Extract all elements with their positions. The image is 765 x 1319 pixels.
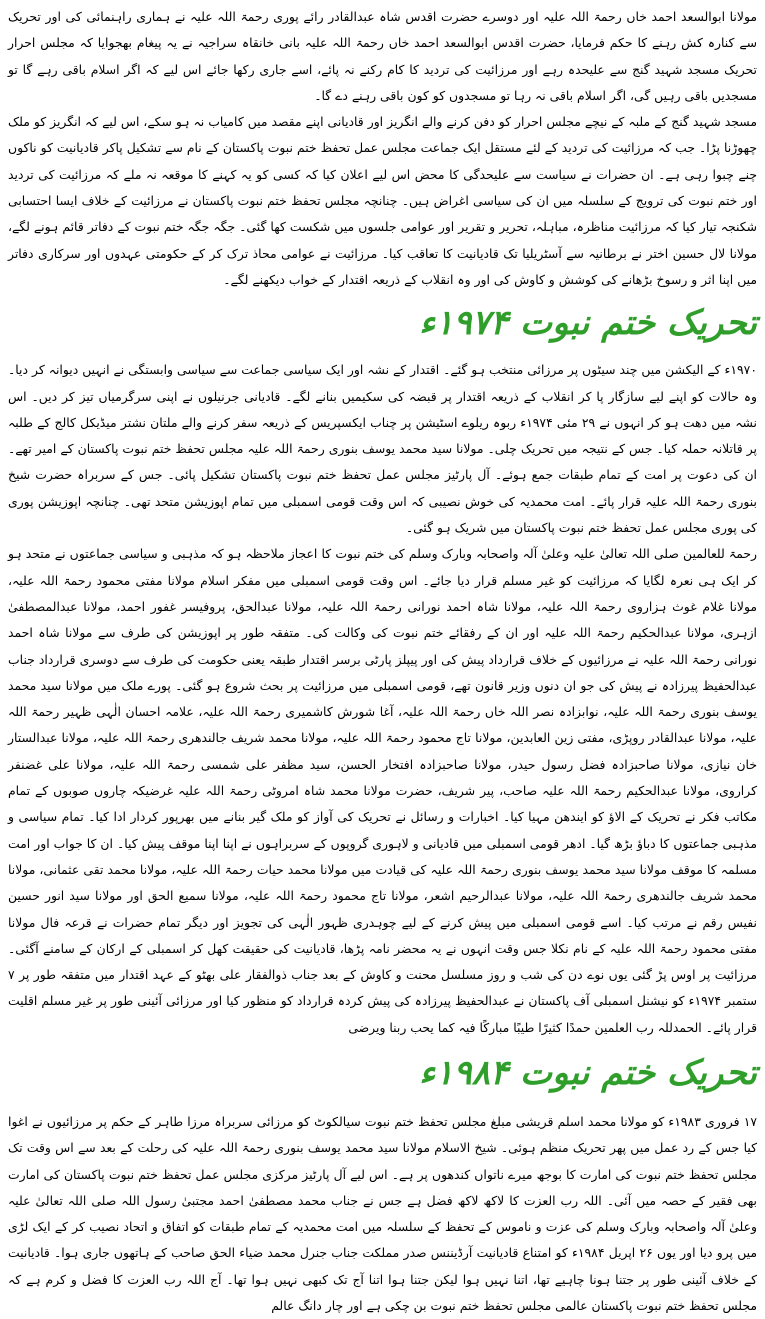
section-1974-paragraph-2: رحمۃ للعالمین صلی اللہ تعالیٰ علیہ وعلیٰ آلہ واصحابہ وبارک وسلم کی ختم نبوت کا اعجاز ملاحظہ ہو کہ مذہبی و سیاسی جماعتوں نے متحد ہو کر ایک ہی نعرہ لگایا کہ مرزائیت کو غیر مسلم قرار دیا جائے۔ اس وقت قومی اسمبلی میں مفکر اسلام مولانا مفتی محمود رحمۃ اللہ علیہ، مولانا غلام غوث ہزاروی رحمۃ اللہ علیہ، مولانا شاہ احمد نورانی رحمۃ اللہ علیہ، مولانا عبدالحق، پروفیسر غفور احمد، مولانا عبدالمصطفیٰ ازہری، مولانا عبدالحکیم رحمۃ اللہ علیہ اور ان کے رفقائے ختم نبوت کی وکالت کی۔ متفقہ طور پر اپوزیشن کی طرف سے مولانا شاہ احمد نورانی رحمۃ اللہ علیہ نے مرزائیوں کے خلاف قرارداد پیش کی اور پیپلز پارٹی برسر اقتدار طبقہ یعنی حکومت کی طرف سے دوسری قرارداد جناب عبدالحفیظ پیرزادہ نے پیش کی جو ان دنوں وزیر قانون تھے، قومی اسمبلی میں مرزائیت پر بحث شروع ہو گئی۔ پورے ملک میں مولانا سید محمد یوسف بنوری رحمۃ اللہ علیہ، نوابزادہ نصر اللہ خاں رحمۃ اللہ علیہ، آغا شورش کاشمیری رحمۃ اللہ علیہ، علامہ احسان الٰہی ظہیر رحمۃ اللہ علیہ، مولانا عبدالقادر روپڑی، مفتی زین العابدین، مولانا تاج محمود رحمۃ اللہ علیہ، مولانا محمد شریف جالندھری رحمۃ اللہ علیہ، مولانا عبدالستار خان نیازی، مولانا صاحبزادہ فضل رسول حیدر، مولانا صاحبزادہ افتخار الحسن، سید مظفر علی شمسی رحمۃ اللہ علیہ، مولانا علی غضنفر کراروی، مولانا عبدالحکیم رحمۃ اللہ علیہ صاحب، پیر شریف، حضرت مولانا محمد شاہ امروٹی رحمۃ اللہ علیہ غرضیکہ چاروں صوبوں کے تمام مکاتب فکر نے تحریک کے الاؤ کو ایندھن مہیا کیا۔ اخبارات و رسائل نے تحریک کی آواز کو ملک گیر بنانے میں بھرپور کردار ادا کیا۔ تمام سیاسی و مذہبی جماعتوں کا دباؤ بڑھ گیا۔ ادھر قومی اسمبلی میں قادیانی و لاہوری گروپوں کے سربراہوں نے اپنا اپنا موقف پیش کیا۔ ان کا جواب اور امت مسلمہ کا موقف مولانا سید محمد یوسف بنوری رحمۃ اللہ علیہ کی قیادت میں مولانا محمد حیات رحمۃ اللہ علیہ، مولانا محمد تقی عثمانی، مولانا محمد شریف جالندھری رحمۃ اللہ علیہ، مولانا عبدالرحیم اشعر، مولانا تاج محمود رحمۃ اللہ علیہ، مولانا سمیع الحق اور مولانا سید انور حسین نفیس رقم نے مرتب کیا۔ اسے قومی اسمبلی میں پیش کرنے کے لیے چوہدری ظہور الٰہی کی تجویز اور دیگر تمام حضرات نے قرعہ فال مولانا مفتی محمود رحمۃ اللہ علیہ کے نام نکلا جس وقت انہوں نے یہ محضر نامہ پڑھا، قادیانیت کی حقیقت کھل کر اسمبلی کے ارکان کے سامنے آگئی۔ مرزائیت پر اوس پڑ گئی یوں نوے دن کی شب و روز مسلسل محنت و کاوش کے بعد جناب ذوالفقار علی بھٹو کے عہد اقتدار میں متفقہ طور پر ۷ ستمبر ۱۹۷۴ء کو نیشنل اسمبلی آف پاکستان نے عبدالحفیظ پیرزادہ کی پیش کردہ قرارداد کو منظور کیا اور مرزائی آئینی طور پر غیر مسلم اقلیت قرار پائے۔ الحمدللہ رب العلمین حمدًا کثیرًا طیبًا مبارکًا فیہ کما یحب ربنا ویرضی (8, 546, 757, 1035)
heading-tehreek-1974: تحریک ختم نبوت ۱۹۷۴ء (419, 303, 757, 344)
section-1984-paragraph-1: ۱۷ فروری ۱۹۸۳ء کو مولانا محمد اسلم قریشی مبلغ مجلس تحفظ ختم نبوت سیالکوٹ کو مرزائی سربراہ مرزا طاہر کے حکم پر مرزائیوں نے اغوا کیا جس کے رد عمل میں پھر تحریک منظم ہوئی۔ شیخ الاسلام مولانا سید محمد یوسف بنوری رحمۃ اللہ علیہ کی رحلت کے بعد سے اس وقت تک مجلس تحفظ ختم نبوت کی امارت کا بوجھ میرے ناتواں کندھوں پر ہے۔ اس لیے آل پارٹیز مرکزی مجلس عمل تحفظ ختم نبوت پاکستان کی امارت بھی فقیر کے حصہ میں آئی۔ اللہ رب العزت کا لاکھ لاکھ فضل ہے جس نے جناب محمد مصطفیٰ احمد مجتبیٰ رسول اللہ صلی اللہ تعالیٰ علیہ وعلیٰ آلہ واصحابہ وبارک وسلم کی عزت و ناموس کے تحفظ کے سلسلہ میں امت محمدیہ کے تمام طبقات کو اتفاق و اتحاد نصیب کر کے ایک لڑی میں پرو دیا اور یوں ۲۶ اپریل ۱۹۸۴ء کو امتناع قادیانیت آرڈیننس صدر مملکت جناب جنرل محمد ضیاء الحق صاحب کے ہاتھوں جاری ہوا۔ قادیانیت کے خلاف آئینی طور پر جتنا ہونا چاہیے تھا، اتنا نہیں ہوا لیکن جتنا ہوا اتنا آج تک کبھی نہیں ہوا تھا۔ آج اللہ رب العزت کا فضل و کرم ہے کہ مجلس تحفظ ختم نبوت پاکستان عالمی مجلس تحفظ ختم نبوت بن چکی ہے اور چار دانگ عالم (8, 1113, 758, 1314)
intro-paragraph-2: مسجد شہید گنج کے ملبہ کے نیچے مجلس احرار کو دفن کرنے والے انگریز اور قادیانی اپنے مقصد میں کامیاب نہ ہو سکے، اس لیے کہ انگریز کو ملک چھوڑنا پڑا۔ جب کہ مرزائیت کی تردید کے لئے مستقل ایک جماعت مجلس عمل تحفظ ختم نبوت پاکستان کے نام سے تشکیل پاکر قادیانیت کو ناکوں چنے چبوا رہی ہے۔ ان حضرات نے سیاست سے علیحدگی کا محض اس لیے اعلان کیا کہ کسی کو یہ کہنے کا موقعہ نہ ملے کہ مرزائیت کی تردید اور ختم نبوت کی ترویج کے سلسلہ میں ان کی سیاسی اغراض ہیں۔ چنانچہ مجلس تحفظ ختم نبوت پاکستان نے مرزائیت کے خلاف ایسا احتسابی شکنجہ تیار کیا کہ مرزائیت مناظرہ، مباہلہ، تحریر و تقریر اور عوامی جلسوں میں شکست کھا گئی۔ جگہ جگہ ختم نبوت کے دفاتر قائم ہونے لگے، مولانا لال حسین اختر نے برطانیہ سے آسٹریلیا تک قادیانیت کا تعاقب کیا۔ مرزائیت نے عوامی محاذ ترک کر کے حکومتی عہدوں اور سرکاری دفاتر میں اپنا اثر و رسوخ بڑھانے کی کوشش و کاوش کی اور وہ انقلاب کے ذریعہ اقتدار کے خواب دیکھنے لگے۔ (8, 114, 757, 287)
section-1974-paragraph-1: ۱۹۷۰ء کے الیکشن میں چند سیٹوں پر مرزائی منتخب ہو گئے۔ اقتدار کے نشہ اور ایک سیاسی جماعت سے سیاسی وابستگی نے انہیں دیوانہ کر دیا۔ وہ حالات کو اپنے لیے سازگار پا کر انقلاب کے ذریعہ اقتدار پر قبضہ کی سکیمیں بنانے لگے۔ قادیانی جرنیلوں نے اپنی سرگرمیاں تیز کر دیں۔ اس نشہ میں دھت ہو کر انہوں نے ۲۹ مئی ۱۹۷۴ء ربوہ ریلوے اسٹیشن پر چناب ایکسپریس کے ذریعہ سفر کرنے والے ملتان نشتر میڈیکل کالج کے طلبہ پر قاتلانہ حملہ کیا۔ جس کے نتیجہ میں تحریک چلی۔ مولانا سید محمد یوسف بنوری رحمۃ اللہ علیہ مجلس تحفظ ختم نبوت پاکستان کے امیر تھے۔ ان کی دعوت پر امت کے تمام طبقات جمع ہوئے۔ آل پارٹیز مجلس عمل تحفظ ختم نبوت پاکستان تشکیل پائی۔ جس کے سربراہ حضرت شیخ بنوری رحمۃ اللہ علیہ قرار پائے۔ امت محمدیہ کی خوش نصیبی کہ اس وقت قومی اسمبلی میں تمام اپوزیشن متحد تھی۔ چنانچہ اپوزیشن پوری کی پوری مجلس عمل تحفظ ختم نبوت پاکستان میں شریک ہو گئی۔ (8, 362, 757, 536)
intro-paragraph-1: مولانا ابوالسعد احمد خاں رحمۃ اللہ علیہ اور دوسرے حضرت اقدس شاہ عبدالقادر رائے پوری رحمۃ اللہ علیہ نے ہماری راہنمائی کی اور تحریک سے کنارہ کش رہنے کا حکم فرمایا، حضرت اقدس ابوالسعد احمد خاں رحمۃ اللہ علیہ بانی خانقاہ سراجیہ نے یہ پیغام بھجوایا کہ مجلس احرار تحریک مسجد شہید گنج سے علیحدہ رہے اور مرزائیت کی تردید کا کام رکنے نہ پائے، اسے جاری رکھا جائے اس لیے کہ اگر اسلام باقی رہے گا تو مسجدیں باقی رہیں گی، اگر اسلام باقی نہ رہا تو مسجدوں کو کون باقی رہنے دے گا۔ (8, 9, 757, 103)
heading-tehreek-1984: تحریک ختم نبوت ۱۹۸۴ء (419, 1052, 757, 1093)
